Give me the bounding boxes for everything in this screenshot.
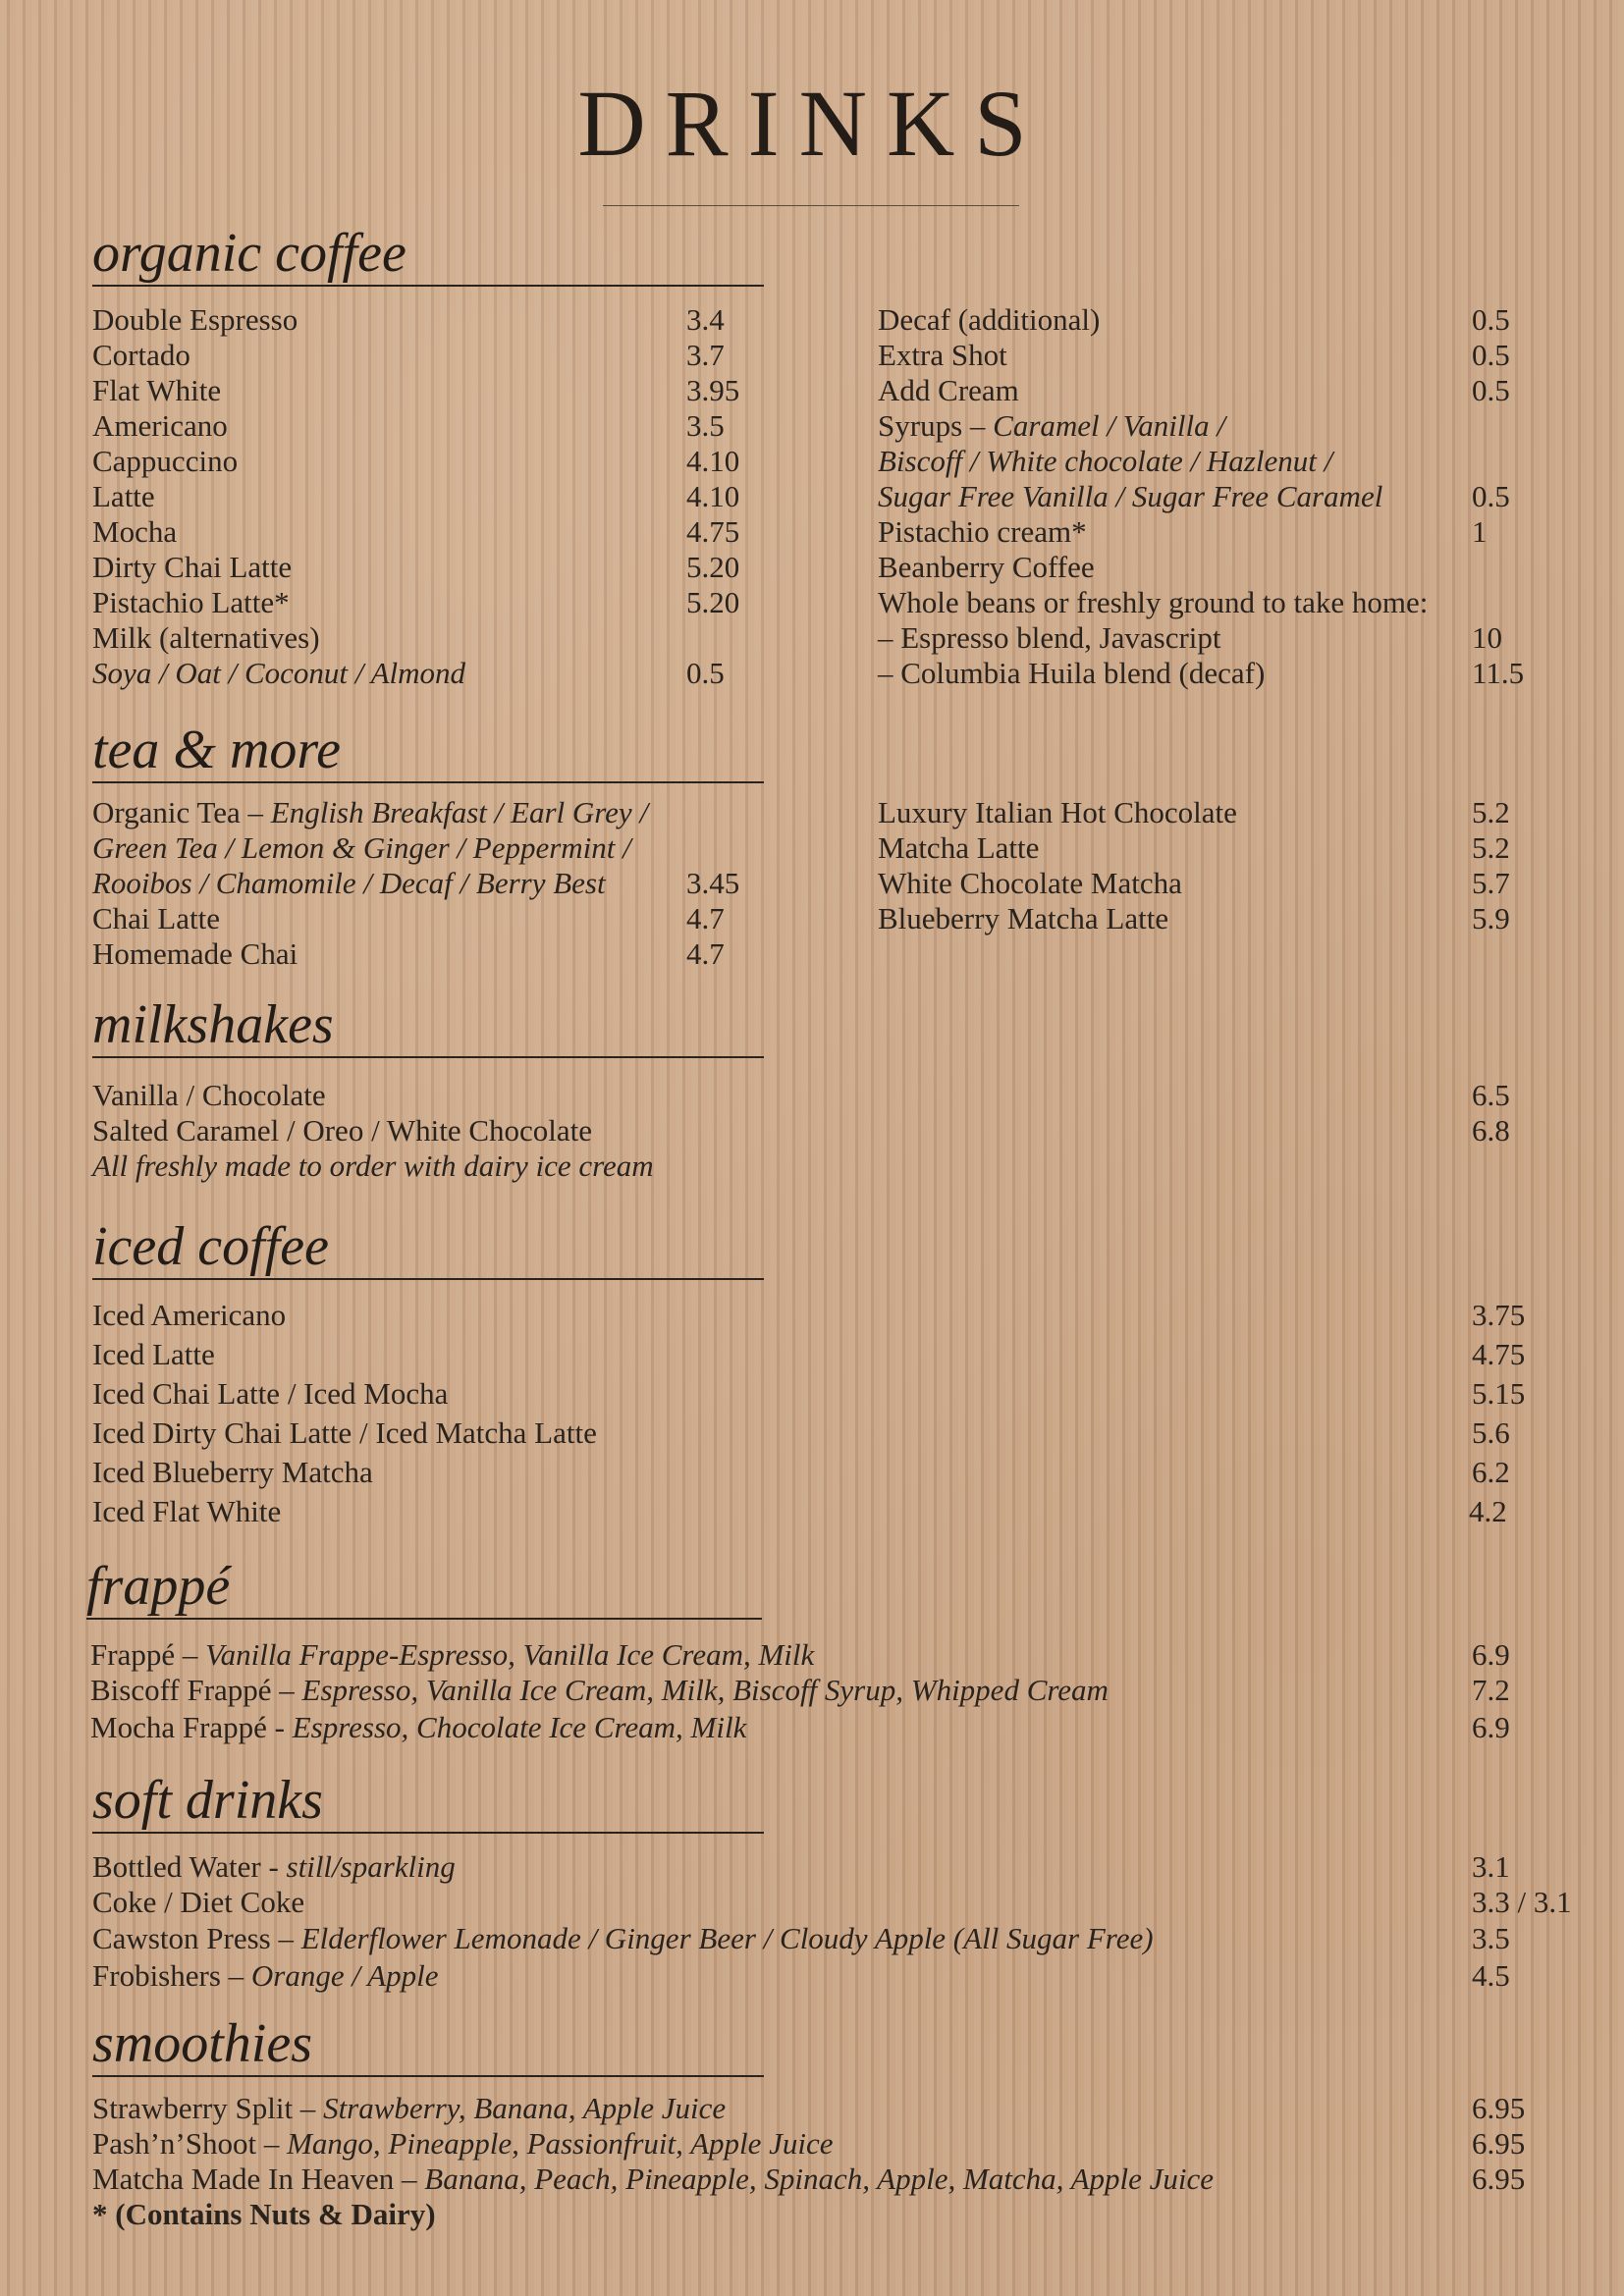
menu-item-name bbox=[92, 2126, 834, 2162]
menu-item-detail: Orange / Apple bbox=[250, 1958, 439, 1993]
menu-item-name: Dirty Chai Latte bbox=[92, 550, 293, 584]
menu-item-name bbox=[92, 656, 465, 691]
menu-item-name bbox=[92, 1958, 438, 1994]
menu-item-name: Vanilla / Chocolate bbox=[92, 1078, 326, 1112]
menu-item-price: 0.5 bbox=[1472, 302, 1510, 337]
menu-item-name: Latte bbox=[92, 479, 155, 513]
menu-item-name: Iced Americano bbox=[92, 1298, 287, 1332]
menu-item-price: 6.5 bbox=[1472, 1078, 1510, 1112]
menu-item-note bbox=[92, 1148, 654, 1184]
menu-item-name: Cortado bbox=[92, 338, 190, 372]
menu-item-label: Frobishers – bbox=[92, 1958, 251, 1993]
menu-item-name: Blueberry Matcha Latte bbox=[878, 901, 1169, 935]
title-divider bbox=[603, 205, 1019, 206]
section-heading-frappe: frappé bbox=[86, 1557, 762, 1620]
menu-item-name: Cappuccino bbox=[92, 444, 239, 478]
menu-item-label: Bottled Water - bbox=[92, 1849, 287, 1884]
menu-item-name bbox=[90, 1710, 746, 1745]
menu-item-name bbox=[92, 830, 631, 866]
menu-item-price: 3.5 bbox=[1472, 1921, 1510, 1955]
menu-item-price: 1 bbox=[1472, 514, 1488, 549]
allergen-footnote: * (Contains Nuts & Dairy) bbox=[92, 2197, 436, 2231]
menu-item-name bbox=[92, 1921, 1154, 1956]
menu-item-detail: All freshly made to order with dairy ice cream bbox=[92, 1148, 654, 1183]
menu-item-price: 4.10 bbox=[686, 444, 740, 478]
menu-item-name: Decaf (additional) bbox=[878, 302, 1101, 337]
menu-item-name: Whole beans or freshly ground to take home: bbox=[878, 585, 1429, 619]
menu-item-price: 5.20 bbox=[686, 585, 740, 619]
menu-item-name: White Chocolate Matcha bbox=[878, 866, 1182, 900]
menu-item-name: Pistachio cream* bbox=[878, 514, 1087, 549]
menu-item-price: 4.7 bbox=[686, 936, 725, 971]
menu-item-label: Strawberry Split – bbox=[92, 2091, 324, 2125]
menu-item-name: Flat White bbox=[92, 373, 222, 407]
menu-item-name: – Espresso blend, Javascript bbox=[878, 620, 1221, 655]
page-title: DRINKS bbox=[577, 71, 1047, 176]
menu-item-label: Cawston Press – bbox=[92, 1921, 301, 1955]
menu-item-price: 4.7 bbox=[686, 901, 725, 935]
menu-item-detail: Biscoff / White chocolate / Hazlenut / bbox=[878, 444, 1333, 478]
menu-item-label: Organic Tea – bbox=[92, 795, 271, 829]
menu-item-price: 4.5 bbox=[1472, 1958, 1510, 1993]
menu-item-price: 3.4 bbox=[686, 302, 725, 337]
menu-item-price: 3.5 bbox=[686, 408, 725, 443]
menu-item-name: – Columbia Huila blend (decaf) bbox=[878, 656, 1266, 690]
menu-item-price: 3.7 bbox=[686, 338, 725, 372]
menu-item-name: Coke / Diet Coke bbox=[92, 1885, 305, 1919]
menu-item-price: 6.95 bbox=[1472, 2162, 1526, 2196]
menu-item-price: 5.2 bbox=[1472, 795, 1510, 829]
menu-item-price: 6.9 bbox=[1472, 1710, 1510, 1744]
menu-item-price: 4.2 bbox=[1469, 1494, 1507, 1528]
menu-item-price: 5.15 bbox=[1472, 1376, 1526, 1411]
menu-item-price: 3.1 bbox=[1472, 1849, 1510, 1884]
menu-item-detail: Rooibos / Chamomile / Decaf / Berry Best bbox=[92, 866, 606, 900]
menu-item-detail: Caramel / Vanilla / bbox=[993, 408, 1225, 443]
section-heading-soft-drinks: soft drinks bbox=[92, 1771, 764, 1834]
menu-item-price: 3.3 / 3.1 bbox=[1472, 1885, 1572, 1919]
menu-item-detail: Mango, Pineapple, Passionfruit, Apple Juice bbox=[287, 2126, 834, 2161]
menu-item-label: Mocha Frappé - bbox=[90, 1710, 293, 1744]
menu-item-price: 4.10 bbox=[686, 479, 740, 513]
menu-item-name bbox=[92, 2162, 1214, 2197]
menu-item-label: Pash’n’Shoot – bbox=[92, 2126, 288, 2161]
menu-item-detail: Sugar Free Vanilla / Sugar Free Caramel bbox=[878, 479, 1383, 513]
menu-item-detail: Strawberry, Banana, Apple Juice bbox=[323, 2091, 727, 2125]
menu-item-name: Iced Chai Latte / Iced Mocha bbox=[92, 1376, 449, 1411]
menu-item-price: 6.2 bbox=[1472, 1455, 1510, 1489]
menu-item-detail: Banana, Peach, Pineapple, Spinach, Apple, Matcha, Apple Juice bbox=[424, 2162, 1215, 2196]
menu-item-price: 3.95 bbox=[686, 373, 740, 407]
menu-item-label: Syrups – bbox=[878, 408, 994, 443]
menu-item-name: Double Espresso bbox=[92, 302, 298, 337]
menu-item-detail: Espresso, Vanilla Ice Cream, Milk, Biscoff Syrup, Whipped Cream bbox=[301, 1673, 1109, 1707]
menu-item-detail: Soya / Oat / Coconut / Almond bbox=[92, 656, 466, 690]
menu-item-label: Matcha Made In Heaven – bbox=[92, 2162, 425, 2196]
menu-item-name bbox=[878, 408, 1225, 444]
menu-item-label: Frappé – bbox=[90, 1637, 206, 1672]
menu-item-price: 3.45 bbox=[686, 866, 740, 900]
section-heading-smoothies: smoothies bbox=[92, 2014, 764, 2077]
menu-item-detail: Elderflower Lemonade / Ginger Beer / Cloudy Apple (All Sugar Free) bbox=[300, 1921, 1154, 1955]
section-heading-iced-coffee: iced coffee bbox=[92, 1217, 764, 1280]
menu-item-detail: Vanilla Frappe-Espresso, Vanilla Ice Cream, Milk bbox=[205, 1637, 815, 1672]
menu-item-price: 4.75 bbox=[1472, 1337, 1526, 1371]
menu-item-name: Pistachio Latte* bbox=[92, 585, 290, 619]
menu-item-price: 6.95 bbox=[1472, 2091, 1526, 2125]
menu-item-name bbox=[92, 866, 606, 901]
menu-item-price: 5.20 bbox=[686, 550, 740, 584]
section-heading-tea-more: tea & more bbox=[92, 721, 764, 783]
menu-item-detail: English Breakfast / Earl Grey / bbox=[270, 795, 649, 829]
menu-item-price: 5.9 bbox=[1472, 901, 1510, 935]
menu-item-detail: still/sparkling bbox=[286, 1849, 456, 1884]
menu-item-price: 5.6 bbox=[1472, 1415, 1510, 1450]
menu-item-price: 7.2 bbox=[1472, 1673, 1510, 1707]
menu-item-name bbox=[92, 795, 648, 830]
menu-item-price: 4.75 bbox=[686, 514, 740, 549]
menu-item-price: 5.2 bbox=[1472, 830, 1510, 865]
menu-item-name: Beanberry Coffee bbox=[878, 550, 1095, 584]
section-heading-milkshakes: milkshakes bbox=[92, 995, 764, 1058]
menu-item-name: Americano bbox=[92, 408, 228, 443]
menu-item-price: 11.5 bbox=[1472, 656, 1525, 690]
menu-item-name bbox=[92, 2091, 726, 2126]
menu-item-name: Extra Shot bbox=[878, 338, 1007, 372]
menu-item-price: 0.5 bbox=[686, 656, 725, 690]
menu-item-detail: Espresso, Chocolate Ice Cream, Milk bbox=[292, 1710, 747, 1744]
menu-item-name: Salted Caramel / Oreo / White Chocolate bbox=[92, 1113, 593, 1148]
menu-item-name bbox=[878, 479, 1382, 514]
menu-item-price: 0.5 bbox=[1472, 373, 1510, 407]
section-heading-organic-coffee: organic coffee bbox=[92, 224, 764, 287]
menu-item-name: Iced Latte bbox=[92, 1337, 215, 1371]
menu-item-price: 3.75 bbox=[1472, 1298, 1526, 1332]
menu-item-name: Luxury Italian Hot Chocolate bbox=[878, 795, 1237, 829]
menu-item-price: 6.95 bbox=[1472, 2126, 1526, 2161]
menu-item-name: Mocha bbox=[92, 514, 178, 549]
menu-item-detail: Green Tea / Lemon & Ginger / Peppermint / bbox=[92, 830, 631, 865]
menu-item-price: 6.8 bbox=[1472, 1113, 1510, 1148]
menu-item-price: 0.5 bbox=[1472, 338, 1510, 372]
menu-item-name: Matcha Latte bbox=[878, 830, 1040, 865]
menu-item-price: 5.7 bbox=[1472, 866, 1510, 900]
menu-item-price: 6.9 bbox=[1472, 1637, 1510, 1672]
menu-item-name: Iced Blueberry Matcha bbox=[92, 1455, 373, 1489]
menu-item-name: Iced Flat White bbox=[92, 1494, 282, 1528]
menu-item-name: Chai Latte bbox=[92, 901, 220, 935]
menu-item-label: Biscoff Frappé – bbox=[90, 1673, 302, 1707]
menu-item-name: Add Cream bbox=[878, 373, 1019, 407]
menu-item-name: Homemade Chai bbox=[92, 936, 298, 971]
menu-item-price: 10 bbox=[1472, 620, 1502, 655]
menu-item-name bbox=[92, 1849, 456, 1885]
menu-item-price: 0.5 bbox=[1472, 479, 1510, 513]
menu-item-name bbox=[878, 444, 1332, 479]
menu-item-name: Milk (alternatives) bbox=[92, 620, 320, 655]
menu-item-name: Iced Dirty Chai Latte / Iced Matcha Latte bbox=[92, 1415, 597, 1450]
menu-item-name bbox=[90, 1637, 814, 1673]
menu-item-name bbox=[90, 1673, 1109, 1708]
